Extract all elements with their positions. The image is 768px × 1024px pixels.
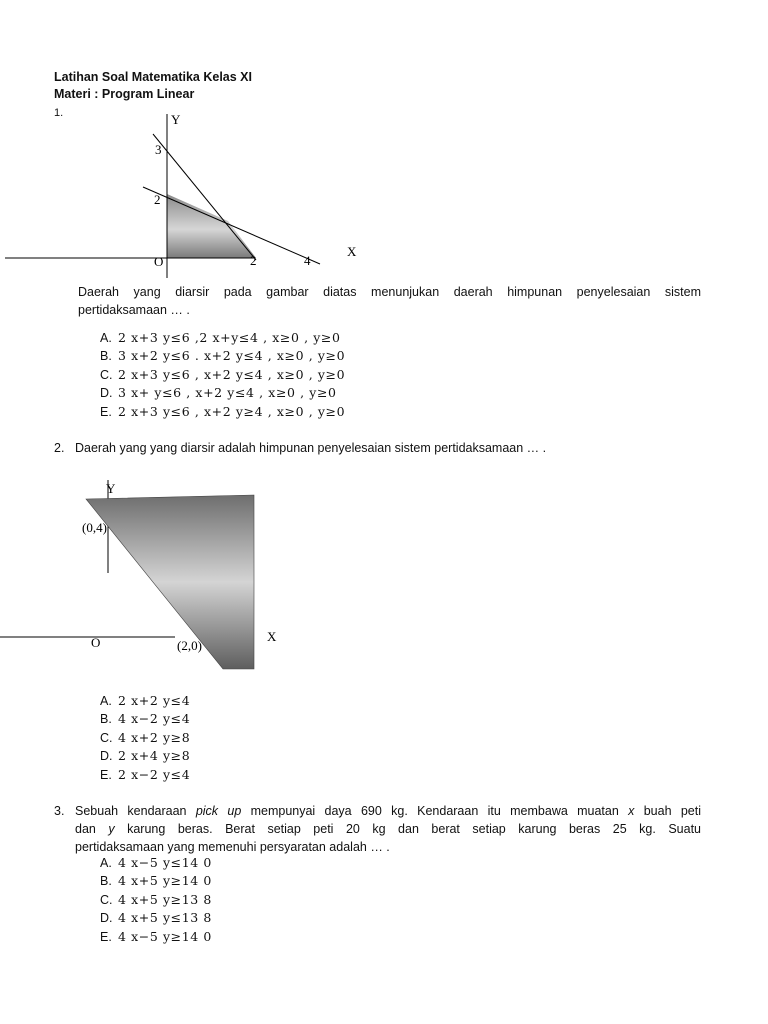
q1-option-a: [100, 329, 345, 347]
option-label: C.: [100, 730, 113, 745]
q1-option-e: [100, 403, 345, 421]
option-text: 3 x+2 y≤6 . x+2 y≤4 , x≥0 , y≥0: [118, 348, 346, 364]
q1-number: 1.: [54, 107, 64, 119]
q3-option-a: [100, 854, 212, 872]
q2-option-b: [100, 710, 190, 728]
q1-text-line2: pertidaksamaan … .: [78, 303, 190, 317]
option-label: E.: [100, 929, 112, 944]
q3-option-d: [100, 909, 212, 927]
option-label: C.: [100, 367, 113, 382]
q3-variable-y: y: [108, 822, 115, 836]
q3-text-segment: buah peti: [634, 804, 701, 818]
option-text: 4 x−2 y≤4: [118, 711, 191, 727]
q1-text-line1: Daerah yang diarsir pada gambar diatas menunjukan daerah himpunan penyelesaian sistem: [78, 285, 701, 299]
q3-option-c: [100, 891, 212, 909]
option-text: 3 x+ y≤6 , x+2 y≤4 , x≥0 , y≥0: [118, 385, 337, 401]
q1-tick-x2: 2: [250, 253, 257, 268]
q2-option-e: [100, 766, 190, 784]
option-label: A.: [100, 331, 112, 345]
option-label: D.: [100, 386, 113, 401]
q3-text-segment: Sebuah kendaraan: [75, 804, 196, 818]
option-label: E.: [100, 767, 112, 782]
q3-emphasis: pick up: [195, 804, 242, 818]
option-text: 4 x+5 y≤13 8: [118, 910, 212, 926]
option-label: B.: [100, 712, 112, 727]
q2-origin-label: O: [91, 635, 101, 650]
q1-option-d: [100, 384, 345, 402]
q3-variable-x: x: [628, 804, 635, 818]
q2-shaded-region: [86, 495, 254, 669]
q3-option-e: [100, 928, 212, 946]
q2-number: 2.: [54, 441, 65, 455]
q1-options: [100, 329, 345, 421]
q2-option-a: [100, 692, 190, 710]
q3-text-segment: dan: [75, 822, 109, 836]
q3-number: 3.: [54, 804, 65, 818]
q2-graph: [0, 470, 300, 680]
q1-tick-y2: 2: [154, 192, 161, 207]
q1-tick-x4: 4: [304, 253, 311, 268]
option-label: E.: [100, 404, 112, 419]
option-label: D.: [100, 911, 113, 926]
option-text: 2 x+2 y≤4: [118, 693, 191, 708]
q1-y-label: Y: [171, 112, 181, 127]
q2-x-label: X: [267, 629, 277, 644]
option-text: 2 x+4 y≥8: [118, 748, 191, 764]
q2-option-c: [100, 729, 190, 747]
option-label: B.: [100, 349, 112, 364]
q1-option-b: [100, 347, 345, 365]
q2-point-x: (2,0): [177, 638, 202, 653]
q3-options: [100, 854, 212, 946]
q3-text-segment: mempunyai daya 690 kg. Kendaraan itu membawa muatan: [241, 804, 629, 818]
q1-graph: [0, 108, 380, 278]
q2-text: Daerah yang yang diarsir adalah himpunan penyelesaian sistem pertidaksamaan … .: [75, 441, 547, 455]
option-label: D.: [100, 749, 113, 764]
option-text: 4 x+2 y≥8: [118, 729, 191, 745]
q3-option-b: [100, 872, 212, 890]
option-text: 2 x+3 y≤6 , x+2 y≥4 , x≥0 , y≥0: [118, 403, 346, 419]
q1-tick-y3: 3: [155, 142, 162, 157]
option-text: 4 x+5 y≥14 0: [118, 873, 212, 889]
option-text: 4 x−5 y≥14 0: [118, 928, 212, 944]
q3-line3: pertidaksamaan yang memenuhi persyaratan adalah … .: [75, 840, 390, 854]
q2-point-y: (0,4): [82, 520, 107, 535]
option-label: A.: [100, 694, 112, 708]
option-text: 4 x+5 y≥13 8: [118, 891, 212, 907]
q2-y-label: Y: [106, 481, 116, 496]
option-text: 4 x−5 y≤14 0: [118, 855, 212, 870]
option-text: 2 x−2 y≤4: [118, 766, 191, 782]
q3-line1: [75, 802, 701, 820]
q1-x-label: X: [347, 244, 357, 259]
document-subtitle: Materi : Program Linear: [54, 87, 195, 101]
q3-line2: [75, 820, 701, 838]
q3-text-segment: karung beras. Berat setiap peti 20 kg dan berat setiap karung beras 25 kg. Suatu: [114, 822, 701, 836]
option-text: 2 x+3 y≤6 , x+2 y≤4 , x≥0 , y≥0: [118, 366, 346, 382]
q2-option-d: [100, 747, 190, 765]
q1-origin-label: O: [154, 254, 164, 269]
option-label: C.: [100, 892, 113, 907]
document-title: Latihan Soal Matematika Kelas XI: [54, 70, 252, 84]
q1-option-c: [100, 366, 345, 384]
q2-options: [100, 692, 190, 784]
option-text: 2 x+3 y≤6 ,2 x+y≤4 , x≥0 , y≥0: [118, 330, 341, 345]
option-label: B.: [100, 874, 112, 889]
option-label: A.: [100, 856, 112, 870]
